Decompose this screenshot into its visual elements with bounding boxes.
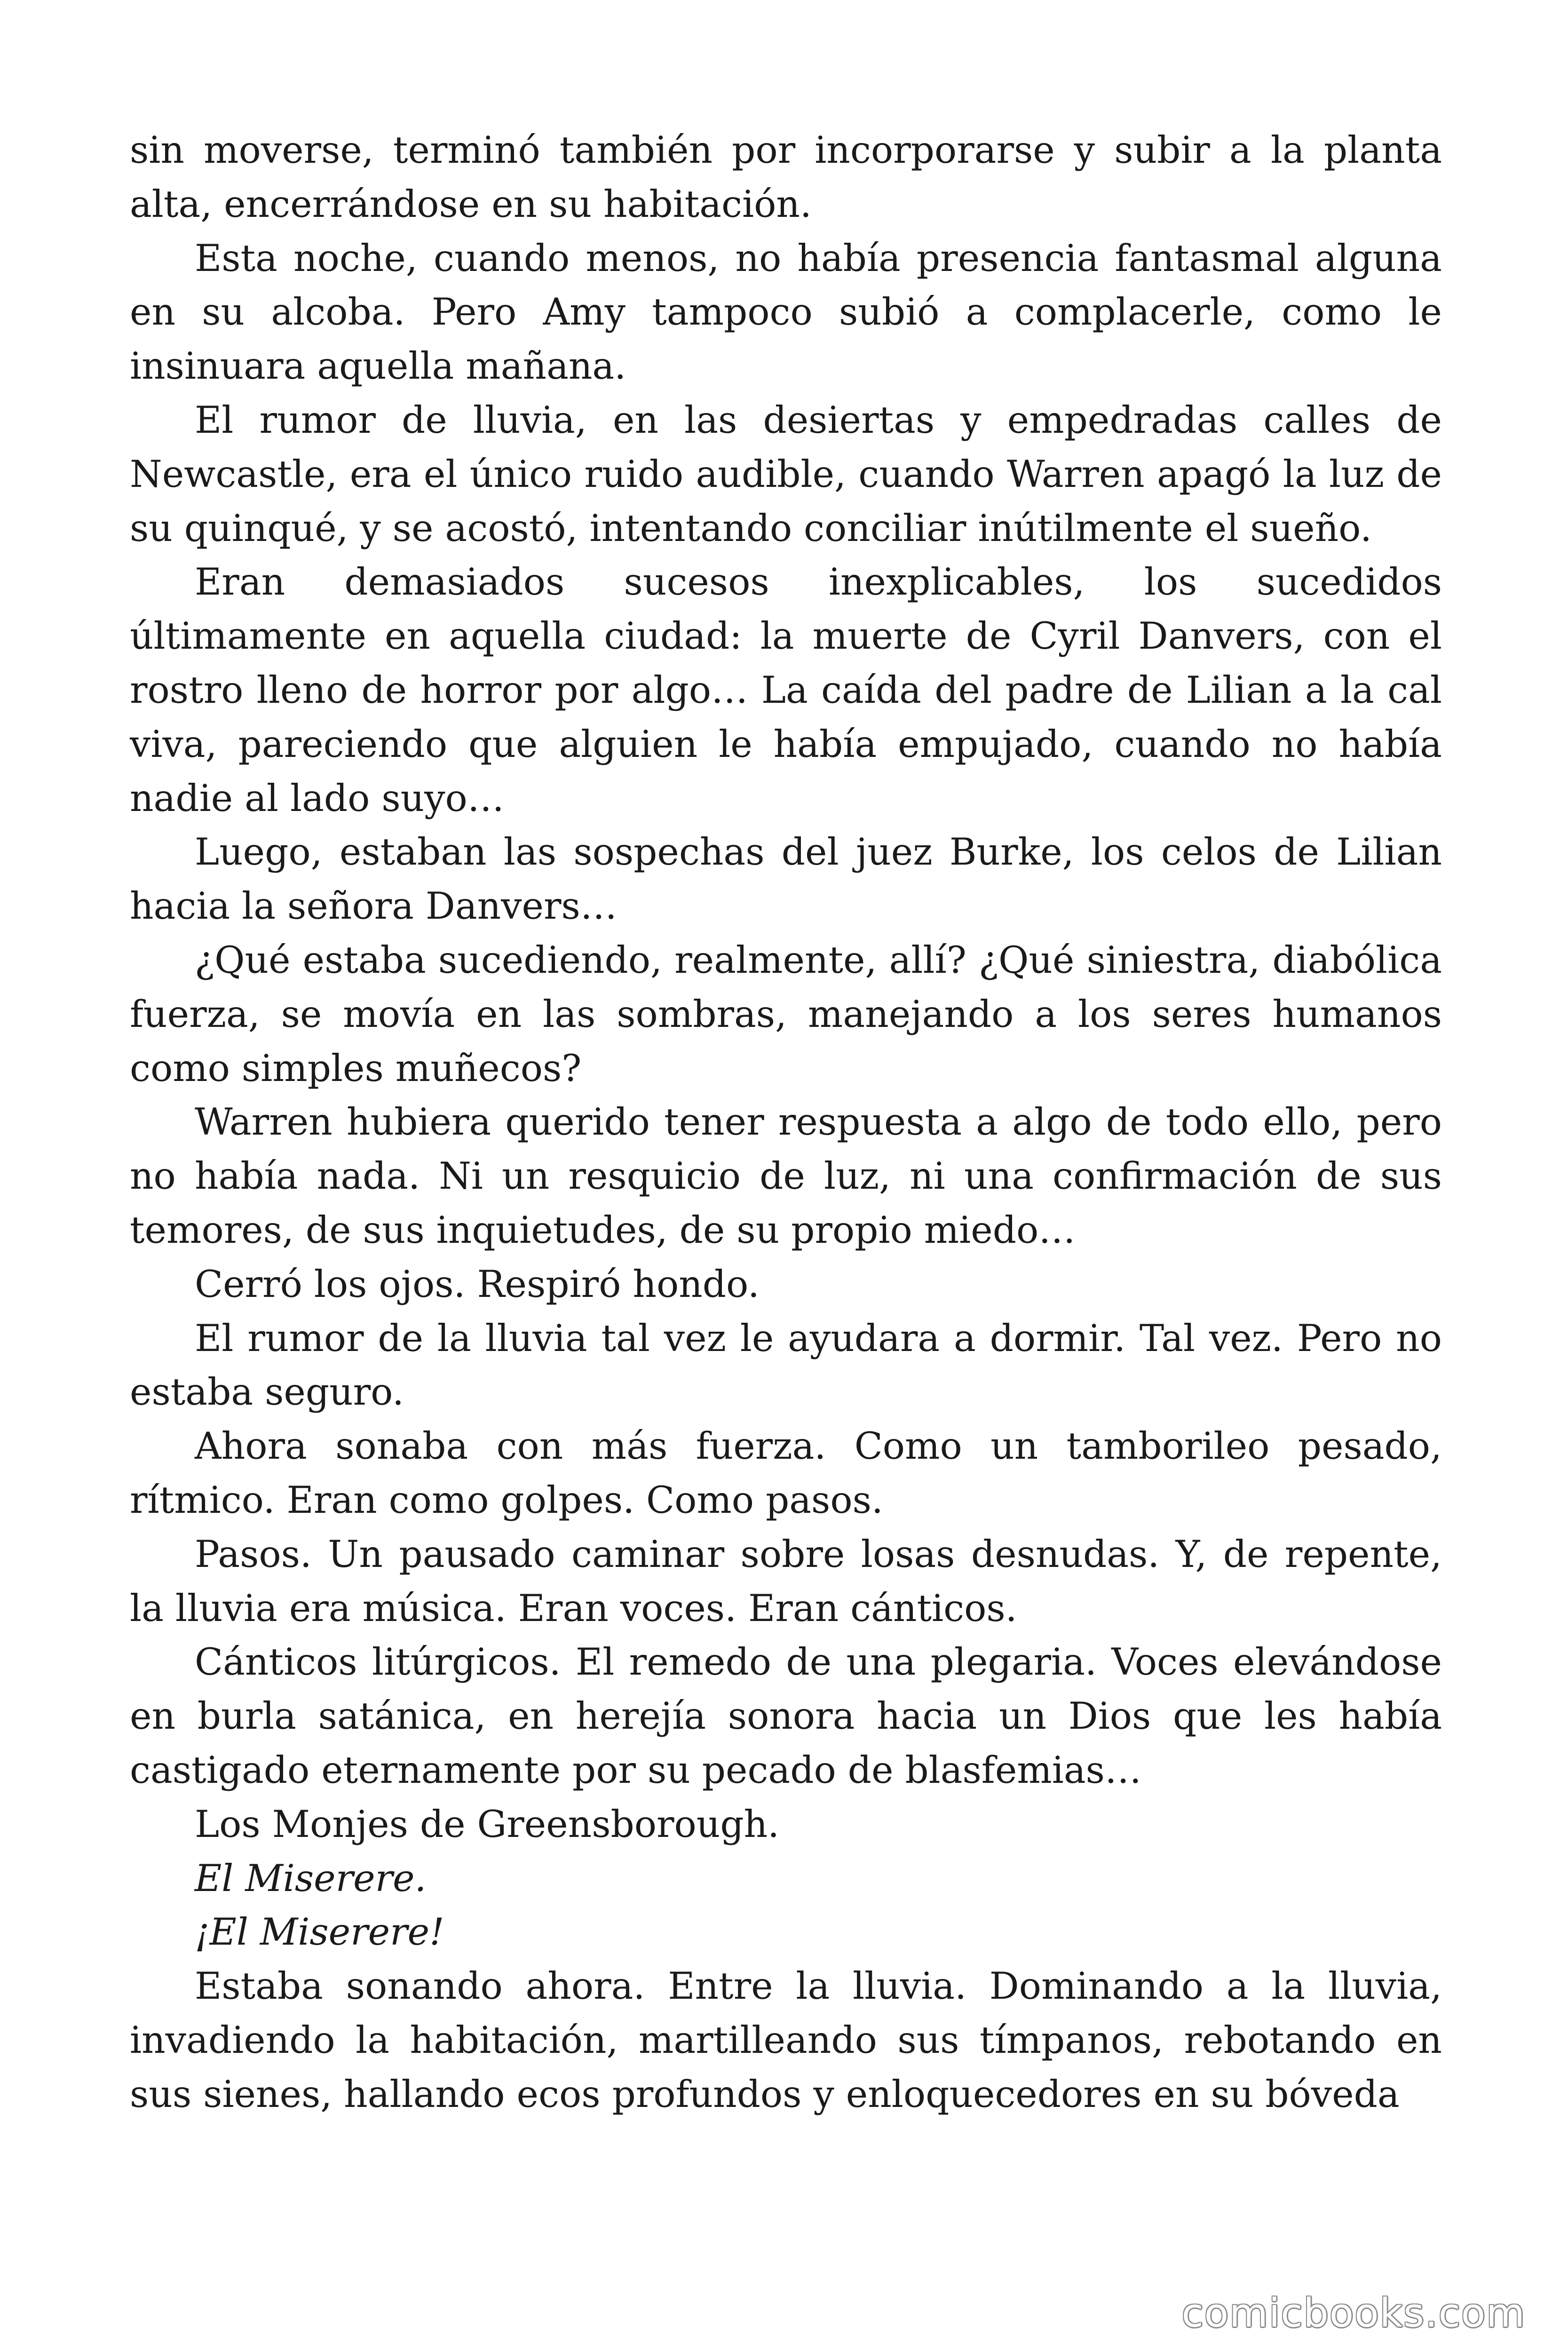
- paragraph: El rumor de la lluvia tal vez le ayudara a dormir. Tal vez. Pero no estaba seguro.: [130, 1316, 1442, 1414]
- paragraph: Esta noche, cuando menos, no había presencia fantasmal alguna en su alcoba. Pero Amy tampoco subió a complacerle, como le insinuara aquella mañana.: [130, 236, 1442, 388]
- paragraph: Eran demasiados sucesos inexplicables, los sucedidos últimamente en aquella ciudad: la muerte de Cyril Danvers, con el rostro lleno de horror por algo… La caída del padre de Lilian a la cal viva, pareciendo que alguien le había empujado, cuando no había nadie al lado suyo…: [130, 560, 1442, 820]
- watermark: comicbooks.com: [1181, 2290, 1526, 2336]
- paragraph: Luego, estaban las sospechas del juez Burke, los celos de Lilian hacia la señora Danvers…: [130, 830, 1442, 928]
- page-text: [130, 123, 1442, 2121]
- paragraph-italic: El Miserere.: [195, 1856, 427, 1900]
- paragraph: Pasos. Un pausado caminar sobre losas desnudas. Y, de repente, la lluvia era música. Eran voces. Eran cánticos.: [130, 1532, 1442, 1630]
- paragraph: Ahora sonaba con más fuerza. Como un tamborileo pesado, rítmico. Eran como golpes. Como pasos.: [130, 1424, 1442, 1522]
- paragraph-italic: ¡El Miserere!: [195, 1910, 444, 1954]
- paragraph-continuation: sin moverse, terminó también por incorporarse y subir a la planta alta, encerrándose en su habitación.: [130, 128, 1442, 226]
- paragraph: Los Monjes de Greensborough.: [195, 1802, 780, 1846]
- paragraph: Warren hubiera querido tener respuesta a algo de todo ello, pero no había nada. Ni un resquicio de luz, ni una confirmación de sus temores, de sus inquietudes, de su propio miedo…: [130, 1100, 1442, 1252]
- paragraph: Cánticos litúrgicos. El remedo de una plegaria. Voces elevándose en burla satánica, en herejía sonora hacia un Dios que les había castigado eternamente por su pecado de blasfemias…: [130, 1640, 1442, 1792]
- paragraph: Cerró los ojos. Respiró hondo.: [195, 1262, 760, 1306]
- paragraph: El rumor de lluvia, en las desiertas y empedradas calles de Newcastle, era el único ruido audible, cuando Warren apagó la luz de su quinqué, y se acostó, intentando conciliar inútilmente el sueño.: [130, 398, 1442, 550]
- paragraph: ¿Qué estaba sucediendo, realmente, allí? ¿Qué siniestra, diabólica fuerza, se movía en las sombras, manejando a los seres humanos como simples muñecos?: [130, 938, 1442, 1090]
- paragraph: Estaba sonando ahora. Entre la lluvia. Dominando a la lluvia, invadiendo la habitación, martilleando sus tímpanos, rebotando en sus sienes, hallando ecos profundos y enloquecedores en su bóveda: [130, 1964, 1442, 2116]
